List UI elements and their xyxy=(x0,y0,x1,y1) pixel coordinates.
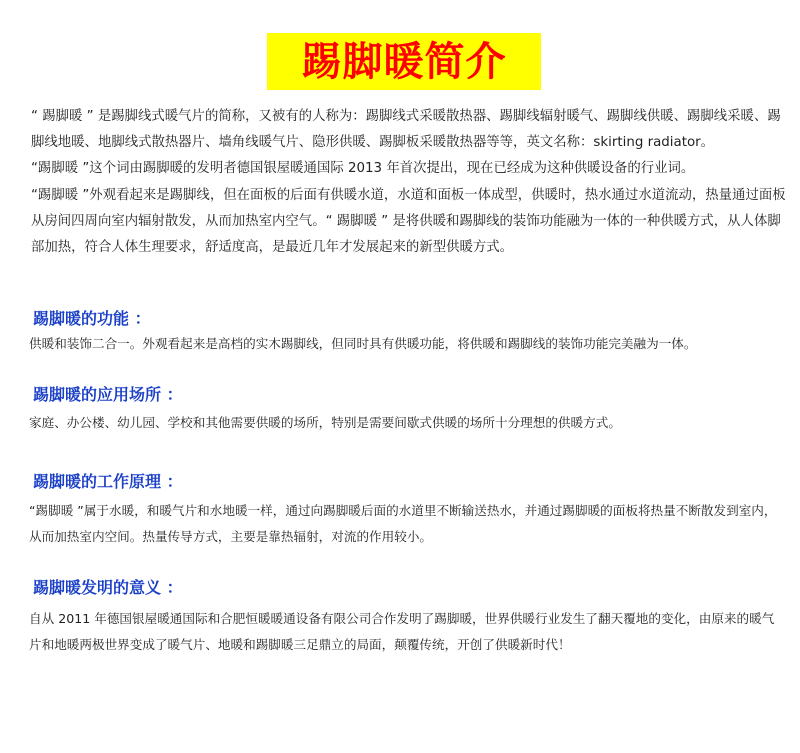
application-heading: 踢脚暖的应用场所 ： xyxy=(33,385,183,404)
function-body: 供暖和装饰二合一。外观看起来是高档的实木踢脚线，但同时具有供暖功能，将供暖和踢脚线的装饰功能完美融为一体。 xyxy=(29,336,697,351)
application-body: 家庭、办公楼、幼儿园、学校和其他需要供暖的场所，特别是需要间歇式供暖的场所十分理想的供暖方式。 xyxy=(29,415,621,430)
page-title: 踢脚暖简介 xyxy=(301,38,507,85)
principle-heading: 踢脚暖的工作原理 ： xyxy=(33,472,183,491)
intro-block xyxy=(31,104,786,261)
intro-paragraph-2: “踢脚暖 ”这个词由踢脚暖的发明者德国银屋暖通国际 2013 年首次提出，现在已经成为这种供暖设备的行业词。 xyxy=(31,161,695,177)
significance-heading: 踢脚暖发明的意义 ： xyxy=(33,578,183,597)
intro-paragraph-1: “ 踢脚暖 ” 是踢脚线式暖气片的简称，又被有的人称为：踢脚线式采暖散热器、踢脚线辐射暖气、踢脚线供暖、踢脚线采暖、踢脚线地暖、地脚线式散热器片、墙角线暖气片、隐形供暖、踢脚板采暖散热器等等，英文名称：skirting radiator。 xyxy=(31,109,781,151)
title-banner xyxy=(267,33,541,90)
intro-paragraph-3: “踢脚暖 ”外观看起来是踢脚线，但在面板的后面有供暖水道，水道和面板一体成型，供暖时，热水通过水道流动，热量通过面板从房间四周向室内辐射散发，从而加热室内空气。“ 踢脚暖 ” 是将供暖和踢脚线的装饰功能融为一体的一种供暖方式，从人体脚部加热，符合人体生理要求，舒适度高，是最近几年才发展起来的新型供暖方式。 xyxy=(31,187,786,256)
significance-body: 自从 2011 年德国银屋暖通国际和合肥恒暖暖通设备有限公司合作发明了踢脚暖，世界供暖行业发生了翻天覆地的变化，由原来的暖气片和地暖两极世界变成了暖气片、地暖和踢脚暖三足鼎立的局面，颠覆传统，开创了供暖新时代！ xyxy=(29,611,775,652)
function-heading: 踢脚暖的功能 ： xyxy=(33,309,151,328)
principle-body: “踢脚暖 ”属于水暖，和暖气片和水地暖一样，通过向踢脚暖后面的水道里不断输送热水，并通过踢脚暖的面板将热量不断散发到室内，从而加热室内空间。热量传导方式，主要是靠热辐射，对流的作用较小。 xyxy=(29,503,777,544)
